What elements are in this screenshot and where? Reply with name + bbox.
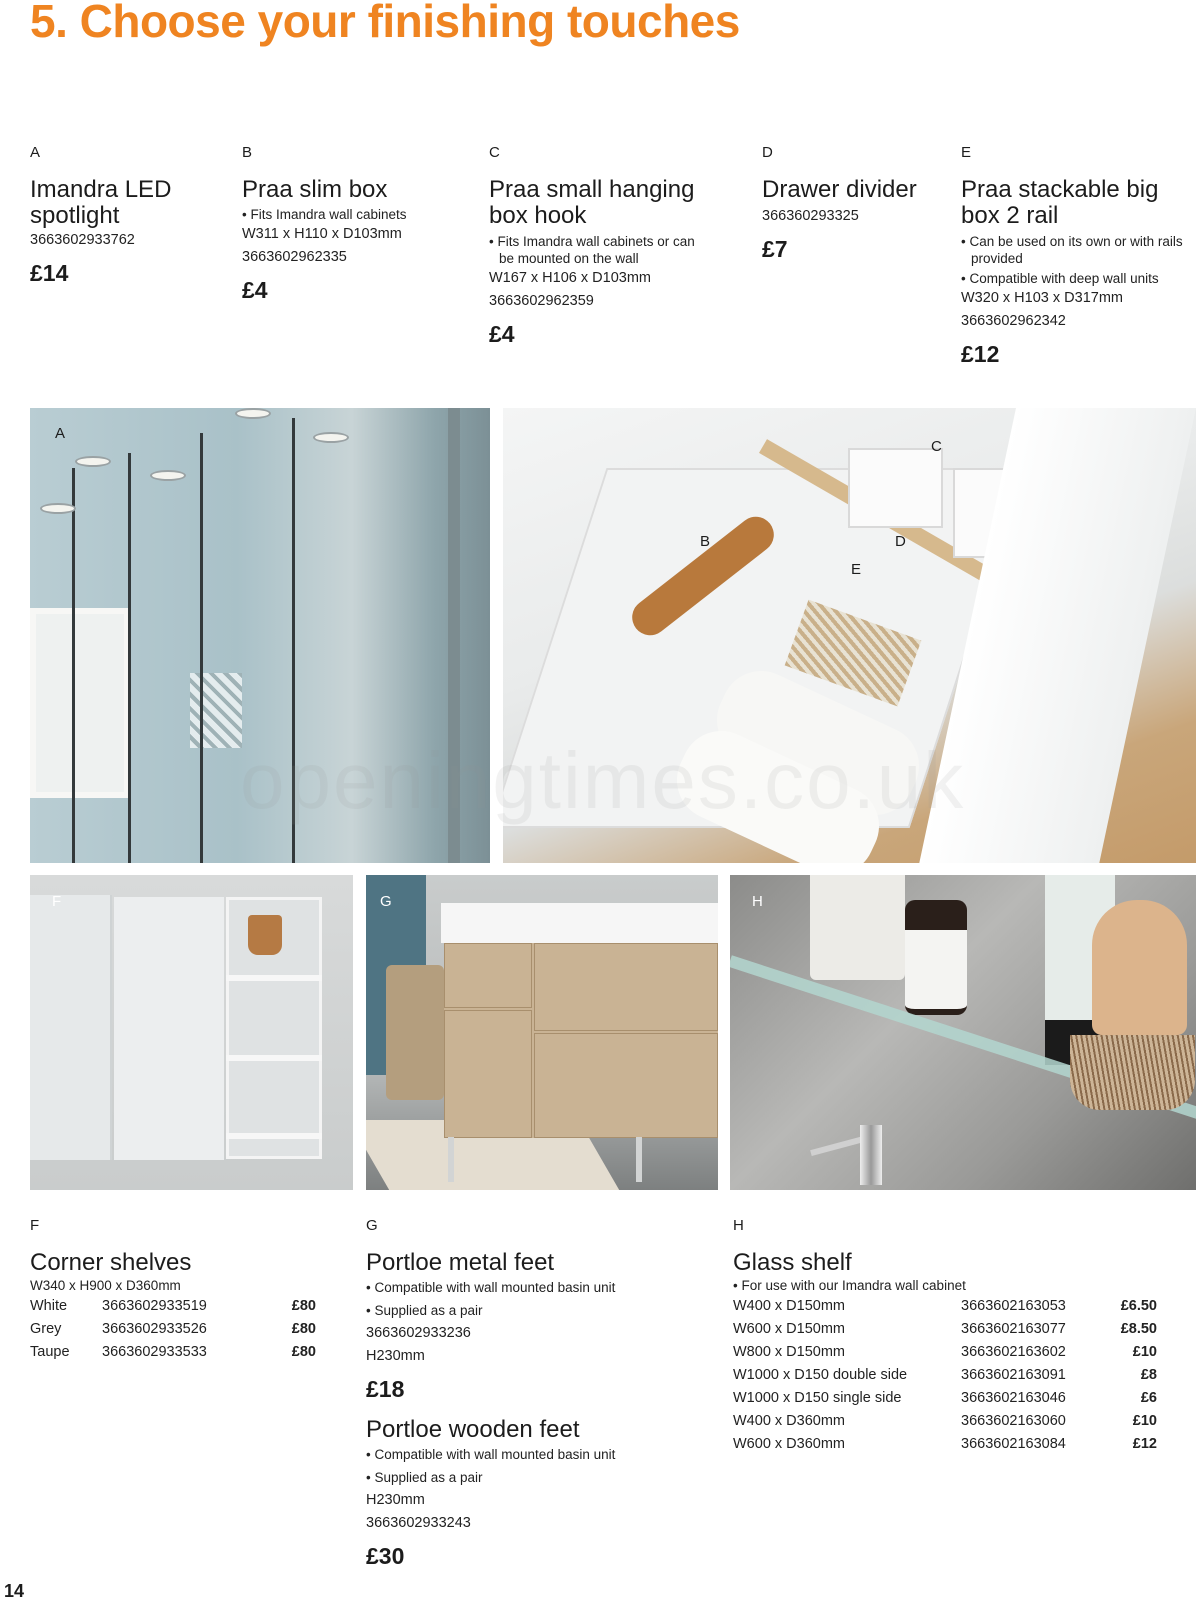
- product-code: 366360293325: [762, 208, 859, 224]
- product-corner-shelves: [30, 1217, 330, 1364]
- product-name: Imandra LED spotlight: [30, 176, 172, 229]
- size-table: [733, 1295, 1157, 1456]
- product-dimensions: H230mm: [366, 1492, 425, 1508]
- product-c: [489, 144, 714, 348]
- product-letter: A: [30, 144, 41, 161]
- plant-pot: [248, 915, 282, 955]
- watermark: openingtimes.co.uk: [240, 736, 966, 825]
- cabinet-door: [114, 897, 224, 1160]
- product-price: £14: [30, 260, 69, 286]
- photo-vanity-unit: [366, 875, 718, 1190]
- variant-price: £80: [291, 1344, 316, 1360]
- product-price: £12: [961, 341, 1000, 367]
- shelf-size: W400 x D150mm: [733, 1298, 846, 1314]
- product-letter: B: [242, 144, 253, 161]
- shelf-size: W1000 x D150 double side: [733, 1367, 908, 1383]
- table-row: [733, 1387, 1157, 1410]
- product-b: [242, 144, 462, 304]
- product-name: Portloe wooden feet: [366, 1416, 580, 1443]
- product-name: Praa slim box: [242, 176, 388, 203]
- product-price: £18: [366, 1376, 405, 1402]
- product-name: Corner shelves: [30, 1249, 192, 1276]
- product-bullet: • Fits Imandra wall cabinets or can be mounted on the wall: [489, 233, 699, 267]
- table-row: [733, 1295, 1157, 1318]
- wooden-brush: [1092, 900, 1187, 1035]
- product-name: Drawer divider: [762, 176, 917, 203]
- product-a: [30, 144, 220, 287]
- product-dimensions: W311 x H110 x D103mm: [242, 226, 402, 242]
- product-name: Portloe metal feet: [366, 1249, 555, 1276]
- shelf-size: W1000 x D150 single side: [733, 1390, 902, 1406]
- product-price: £7: [762, 236, 788, 262]
- variant-colour: White: [30, 1298, 68, 1314]
- cabinet-door-edge: [128, 453, 131, 863]
- product-letter: H: [733, 1217, 744, 1234]
- photo-label: E: [851, 561, 862, 578]
- jar: [810, 875, 905, 980]
- shelf-code: 3663602163046: [961, 1390, 1066, 1406]
- photo-label: H: [752, 893, 763, 910]
- cabinet-door-edge: [72, 468, 75, 863]
- variant-table: [30, 1295, 316, 1364]
- product-letter: F: [30, 1217, 40, 1234]
- shelf-size: W600 x D360mm: [733, 1436, 846, 1452]
- product-bullet: • Compatible with wall mounted basin unit: [366, 1276, 696, 1299]
- product-bullet: • For use with our Imandra wall cabinet: [733, 1276, 1183, 1295]
- pump-arm: [810, 1136, 865, 1156]
- table-row: [30, 1318, 316, 1341]
- towel-reflection: [190, 673, 242, 748]
- variant-code: 3663602933519: [102, 1298, 207, 1314]
- table-row: [733, 1364, 1157, 1387]
- product-price: £4: [242, 277, 268, 303]
- bottle: [905, 900, 967, 1015]
- product-bullet: • Supplied as a pair: [366, 1299, 696, 1322]
- page-title: 5. Choose your finishing touches: [30, 0, 740, 47]
- shelf-code: 3663602163091: [961, 1367, 1066, 1383]
- shelf-size: W600 x D150mm: [733, 1321, 846, 1337]
- hanging-box: [848, 448, 943, 528]
- photo-label: F: [52, 893, 62, 910]
- table-row: [733, 1433, 1157, 1456]
- laundry-basket: [386, 965, 444, 1100]
- cabinet-door-edge: [200, 433, 203, 863]
- shelf-size: W800 x D150mm: [733, 1344, 846, 1360]
- product-code: 3663602933243: [366, 1515, 471, 1531]
- metal-foot: [636, 1137, 642, 1182]
- product-bullet: • Compatible with deep wall units: [961, 270, 1196, 287]
- photo-label: A: [55, 425, 66, 442]
- photo-label: C: [931, 438, 942, 455]
- product-price: £30: [366, 1543, 405, 1569]
- product-bullet: • Fits Imandra wall cabinets: [242, 206, 462, 223]
- led-spotlight: [313, 432, 349, 443]
- product-feet: [366, 1217, 696, 1570]
- product-letter: D: [762, 144, 773, 161]
- product-letter: E: [961, 144, 972, 161]
- metal-foot: [448, 1137, 454, 1182]
- product-code: 3663602933762: [30, 232, 135, 248]
- photo-corner-shelves: [30, 875, 353, 1190]
- product-d: [762, 144, 942, 263]
- product-bullet: • Compatible with wall mounted basin unit: [366, 1443, 696, 1466]
- product-dimensions: W167 x H106 x D103mm: [489, 270, 651, 286]
- table-row: [30, 1295, 316, 1318]
- shelf-price: £8.50: [1120, 1321, 1157, 1337]
- brush-bristles: [1070, 1035, 1195, 1110]
- shelf-size: W400 x D360mm: [733, 1413, 846, 1429]
- product-letter: C: [489, 144, 500, 161]
- shelf-price: £10: [1132, 1344, 1157, 1360]
- product-letter: G: [366, 1217, 378, 1234]
- shelf-code: 3663602163077: [961, 1321, 1066, 1337]
- shelf-price: £6: [1140, 1390, 1157, 1406]
- product-code: 3663602962359: [489, 293, 594, 309]
- table-row: [733, 1341, 1157, 1364]
- cabinet-door: [30, 895, 112, 1160]
- shelf-price: £6.50: [1120, 1298, 1157, 1314]
- product-dimensions: H230mm: [366, 1348, 425, 1364]
- table-row: [733, 1318, 1157, 1341]
- product-code: 3663602962342: [961, 313, 1066, 329]
- soap-pump: [860, 1125, 882, 1185]
- variant-code: 3663602933533: [102, 1344, 207, 1360]
- shelf-code: 3663602163084: [961, 1436, 1066, 1452]
- led-spotlight: [40, 503, 76, 514]
- shelf-price: £8: [1140, 1367, 1157, 1383]
- photo-glass-shelf: [730, 875, 1196, 1190]
- product-dimensions: W340 x H900 x D360mm: [30, 1278, 181, 1293]
- shelf-code: 3663602163602: [961, 1344, 1066, 1360]
- photo-label: B: [700, 533, 711, 550]
- product-name: Praa stackable big box 2 rail: [961, 176, 1159, 229]
- vanity-cabinet: [444, 943, 718, 1138]
- product-bullet: • Supplied as a pair: [366, 1466, 696, 1489]
- photo-label: D: [895, 533, 906, 550]
- led-spotlight: [235, 408, 271, 419]
- shelf: [226, 975, 322, 981]
- product-e: [961, 144, 1196, 368]
- window-reflection: [30, 608, 130, 798]
- product-code: 3663602933236: [366, 1325, 471, 1341]
- product-glass-shelf: [733, 1217, 1183, 1456]
- table-row: [733, 1410, 1157, 1433]
- variant-colour: Taupe: [30, 1344, 70, 1360]
- product-name: Praa small hanging box hook: [489, 176, 695, 229]
- photo-label: G: [380, 893, 392, 910]
- shelf: [226, 1133, 322, 1139]
- shelf: [226, 1055, 322, 1061]
- product-code: 3663602962335: [242, 249, 347, 265]
- basin: [441, 903, 718, 943]
- variant-colour: Grey: [30, 1321, 62, 1337]
- shelf-code: 3663602163060: [961, 1413, 1066, 1429]
- table-row: [30, 1341, 316, 1364]
- led-spotlight: [75, 456, 111, 467]
- page-number: 14: [4, 1581, 25, 1601]
- product-name: Glass shelf: [733, 1249, 852, 1276]
- product-bullet: • Can be used on its own or with rails provided: [961, 233, 1186, 267]
- variant-price: £80: [291, 1298, 316, 1314]
- variant-price: £80: [291, 1321, 316, 1337]
- product-dimensions: W320 x H103 x D317mm: [961, 290, 1123, 306]
- shelf-code: 3663602163053: [961, 1298, 1066, 1314]
- shelf-price: £12: [1132, 1436, 1157, 1452]
- product-price: £4: [489, 321, 515, 347]
- led-spotlight: [150, 470, 186, 481]
- shelf-price: £10: [1132, 1413, 1157, 1429]
- variant-code: 3663602933526: [102, 1321, 207, 1337]
